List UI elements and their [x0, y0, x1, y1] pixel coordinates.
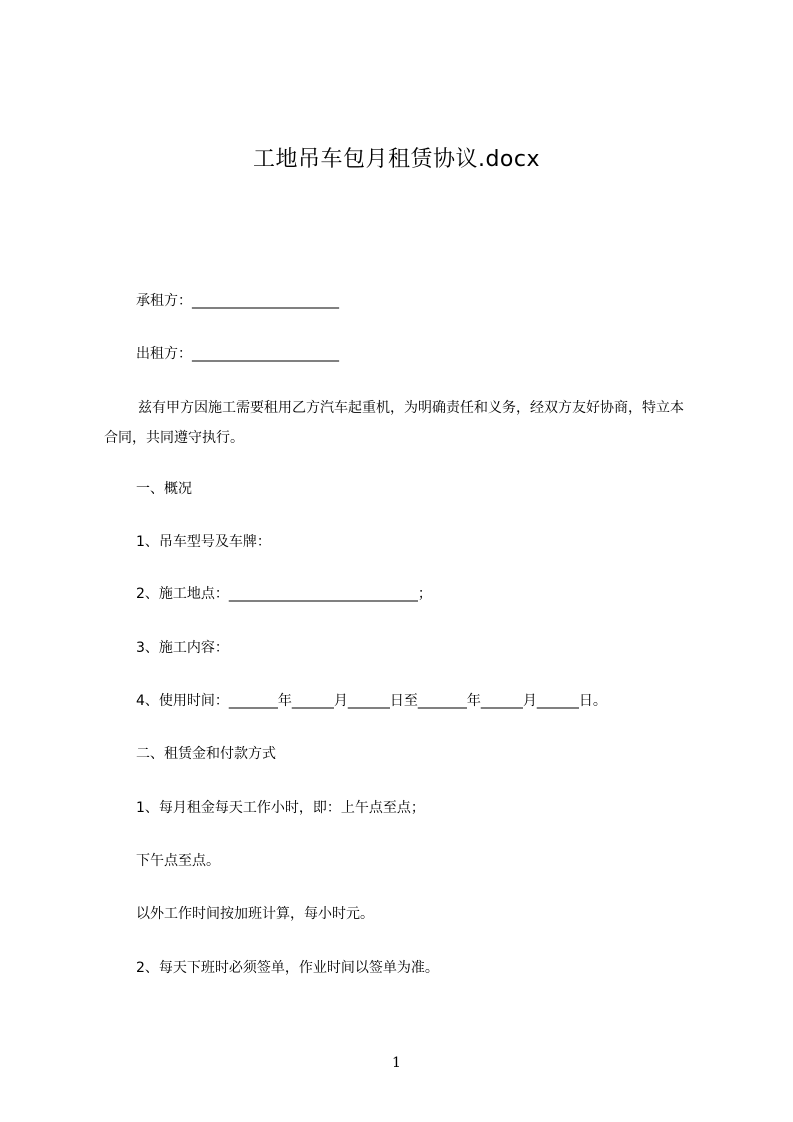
section-1-heading: 一、概况: [136, 481, 192, 497]
item-crane-model: 1、吊车型号及车牌：: [136, 534, 271, 550]
item-daily-sign-off: 2、每天下班时必须签单，作业时间以签单为准。: [136, 960, 439, 976]
page-number: 1: [392, 1055, 401, 1071]
item-construction-content: 3、施工内容：: [136, 640, 229, 656]
item-overtime: 以外工作时间按加班计算，每小时元。: [136, 906, 374, 922]
item-usage-period: 4、使用时间：_______年______月______日至_______年______月______日。: [136, 693, 607, 709]
intro-paragraph: 兹有甲方因施工需要租用乙方汽车起重机，为明确责任和义务，经双方友好协商，特立本合同，共同遵守执行。: [104, 400, 684, 446]
item-construction-site: 2、施工地点：___________________________；: [136, 586, 432, 602]
document-title: 工地吊车包月租赁协议.docx: [252, 147, 541, 172]
item-afternoon-hours: 下午点至点。: [136, 853, 220, 869]
section-2-heading: 二、租赁金和付款方式: [136, 746, 276, 762]
lessee-line: 承租方：_____________________: [136, 293, 339, 309]
lessor-line: 出租方：_____________________: [136, 346, 339, 362]
item-monthly-rent: 1、每月租金每天工作小时，即：上午点至点；: [136, 800, 425, 816]
